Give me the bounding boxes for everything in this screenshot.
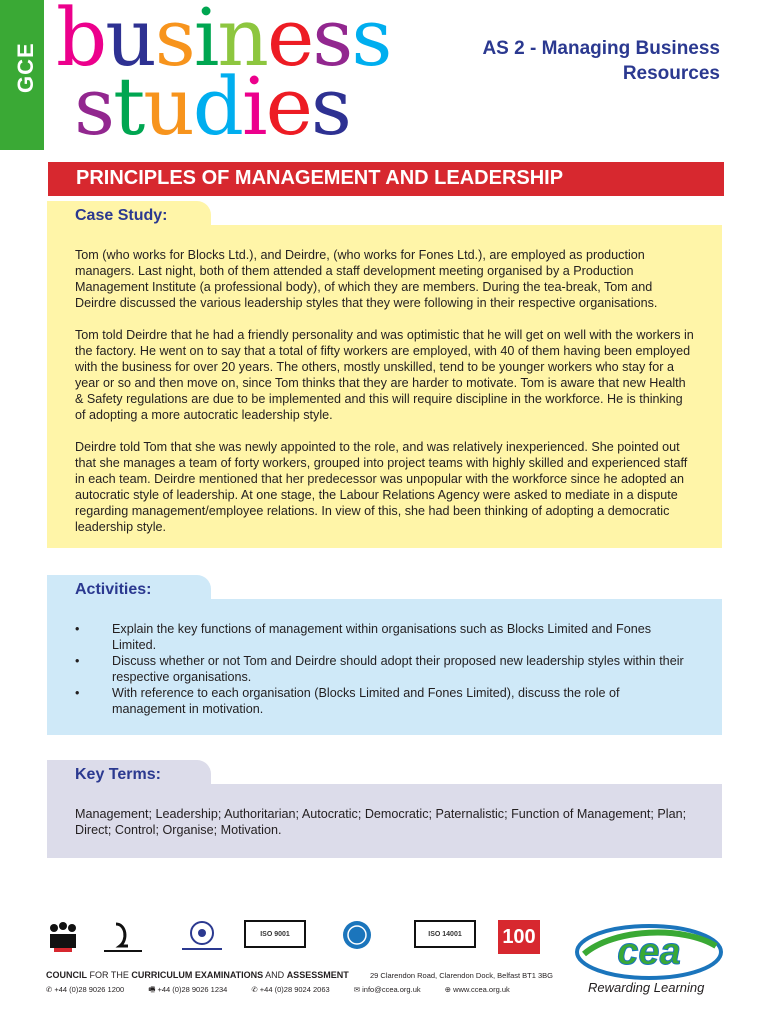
key-terms-text: Management; Leadership; Authoritarian; Autocratic; Democratic; Paternalistic; Function of Management; Plan; Direct; Control; Organise; Motivation. xyxy=(75,807,687,837)
website-link[interactable]: ⊕ www.ccea.org.uk xyxy=(444,985,510,994)
council-word: AND xyxy=(263,970,287,980)
council-word: COUNCIL xyxy=(46,970,87,980)
case-study-body xyxy=(47,225,722,548)
award-winner-icon xyxy=(98,920,148,956)
logo-letter: u xyxy=(105,0,155,84)
iso-14001-icon xyxy=(414,920,476,956)
logo-letter: s xyxy=(74,59,114,153)
logo-letter: d xyxy=(192,59,242,153)
logo-letter: s xyxy=(312,0,352,84)
logo-letter: e xyxy=(266,0,313,84)
ccea-logo-icon xyxy=(574,918,724,982)
times-top-100-caption: 100 xyxy=(498,920,540,954)
investor-in-people-icon xyxy=(174,920,230,956)
bullet-icon: • xyxy=(75,686,80,700)
logo-letter: e xyxy=(265,59,311,153)
activity-text: With reference to each organisation (Blocks Limited and Fones Limited), discuss the role of management in motivation. xyxy=(112,686,620,716)
people-award-icon xyxy=(46,920,80,956)
fax: 🖷 +44 (0)28 9026 1234 xyxy=(148,985,228,994)
council-word: FOR THE xyxy=(87,970,132,980)
ccea-brand-text: cea xyxy=(617,931,681,973)
case-study-paragraph: Tom (who works for Blocks Ltd.), and Deirdre, (who works for Fones Ltd.), are employed as production managers. Last night, both of them attended a staff development meeting organised by a Production Management Institute (a professional body), of which they are members. During the tea-break, Tom and Deirdre discussed the various leadership styles that they were following in their respective organisations. xyxy=(75,248,658,310)
subject-title-line2: Resources xyxy=(622,63,720,84)
ccea-tagline: Rewarding Learning xyxy=(588,980,705,995)
case-study-paragraph: Tom told Deirdre that he had a friendly personality and was optimistic that he will get on well with the workers in the factory. He went on to say that a total of fifty workers are employed, with 40 of them having been employed with the business for over 20 years. The others, mostly unskilled, tend to be younger workers who stay for a year or so and then move on, since Tom thinks that they are harder to motivate. Tom is aware that new Health & Safety regulations are due to be implemented and this will require discipline in the workforce. He is thinking of adopting a more autocratic leadership style. xyxy=(75,328,694,422)
page-title: PRINCIPLES OF MANAGEMENT AND LEADERSHIP xyxy=(48,162,724,196)
activity-text: Discuss whether or not Tom and Deirdre should adopt their proposed new leadership styles within their respective organisations. xyxy=(112,654,684,684)
council-word: CURRICULUM EXAMINATIONS xyxy=(131,970,264,980)
customer-service-icon xyxy=(332,920,382,956)
accreditation-logos xyxy=(46,920,546,960)
key-terms-heading: Key Terms: xyxy=(47,760,211,790)
email-link[interactable]: ✉ info@ccea.org.uk xyxy=(353,985,421,994)
logo-letter: b xyxy=(56,0,106,84)
gce-label: GCE xyxy=(13,42,38,93)
address: 29 Clarendon Road, Clarendon Dock, Belfast BT1 3BG xyxy=(370,971,554,980)
activities-list xyxy=(75,621,694,717)
gce-strip xyxy=(0,0,44,150)
contact-details xyxy=(46,984,532,997)
key-terms-body xyxy=(47,784,722,858)
logo-letter: s xyxy=(154,0,194,84)
telephone-2: ✆ +44 (0)28 9024 2063 xyxy=(251,985,330,994)
logo-line-studies xyxy=(56,59,390,153)
case-study-heading: Case Study: xyxy=(47,201,211,231)
council-name xyxy=(46,970,349,980)
iso-9001-icon xyxy=(244,920,306,956)
activity-item xyxy=(75,621,694,653)
times-top-100-icon xyxy=(498,920,540,956)
subject-title xyxy=(482,36,720,86)
iso-9001-caption: ISO 9001 xyxy=(244,920,306,948)
activity-item xyxy=(75,685,694,717)
logo-letter: i xyxy=(241,59,266,153)
bullet-icon: • xyxy=(75,654,80,668)
council-word: ASSESSMENT xyxy=(286,970,349,980)
activities-heading: Activities: xyxy=(47,575,211,605)
logo-letter: n xyxy=(217,0,267,84)
logo-letter: u xyxy=(143,59,193,153)
logo-letter: i xyxy=(193,0,218,84)
logo-letter: s xyxy=(351,0,391,84)
activities-body xyxy=(47,599,722,735)
activity-item xyxy=(75,653,694,685)
subject-title-line1: AS 2 - Managing Business xyxy=(482,38,720,59)
case-study-paragraph: Deirdre told Tom that she was newly appointed to the role, and was relatively inexperienced. She pointed out that she manages a team of forty workers, grouped into project teams with highly skilled and experienced staff in each team. Deirdre mentioned that her predecessor was unpopular with the workforce since he adopted an autocratic style of leadership. At one stage, the Labour Relations Agency were asked to mediate in a dispute regarding management/employee relations. In view of this, she had been thinking of adopting a democratic leadership style. xyxy=(75,440,688,534)
bullet-icon: • xyxy=(75,622,80,636)
logo-letter: t xyxy=(113,59,144,153)
logo-letter: s xyxy=(310,59,350,153)
telephone-1: ✆ +44 (0)28 9026 1200 xyxy=(46,985,125,994)
activity-text: Explain the key functions of management within organisations such as Blocks Limited and Fones Limited. xyxy=(112,622,652,652)
business-studies-logo xyxy=(56,0,391,153)
iso-14001-caption: ISO 14001 xyxy=(414,920,476,948)
